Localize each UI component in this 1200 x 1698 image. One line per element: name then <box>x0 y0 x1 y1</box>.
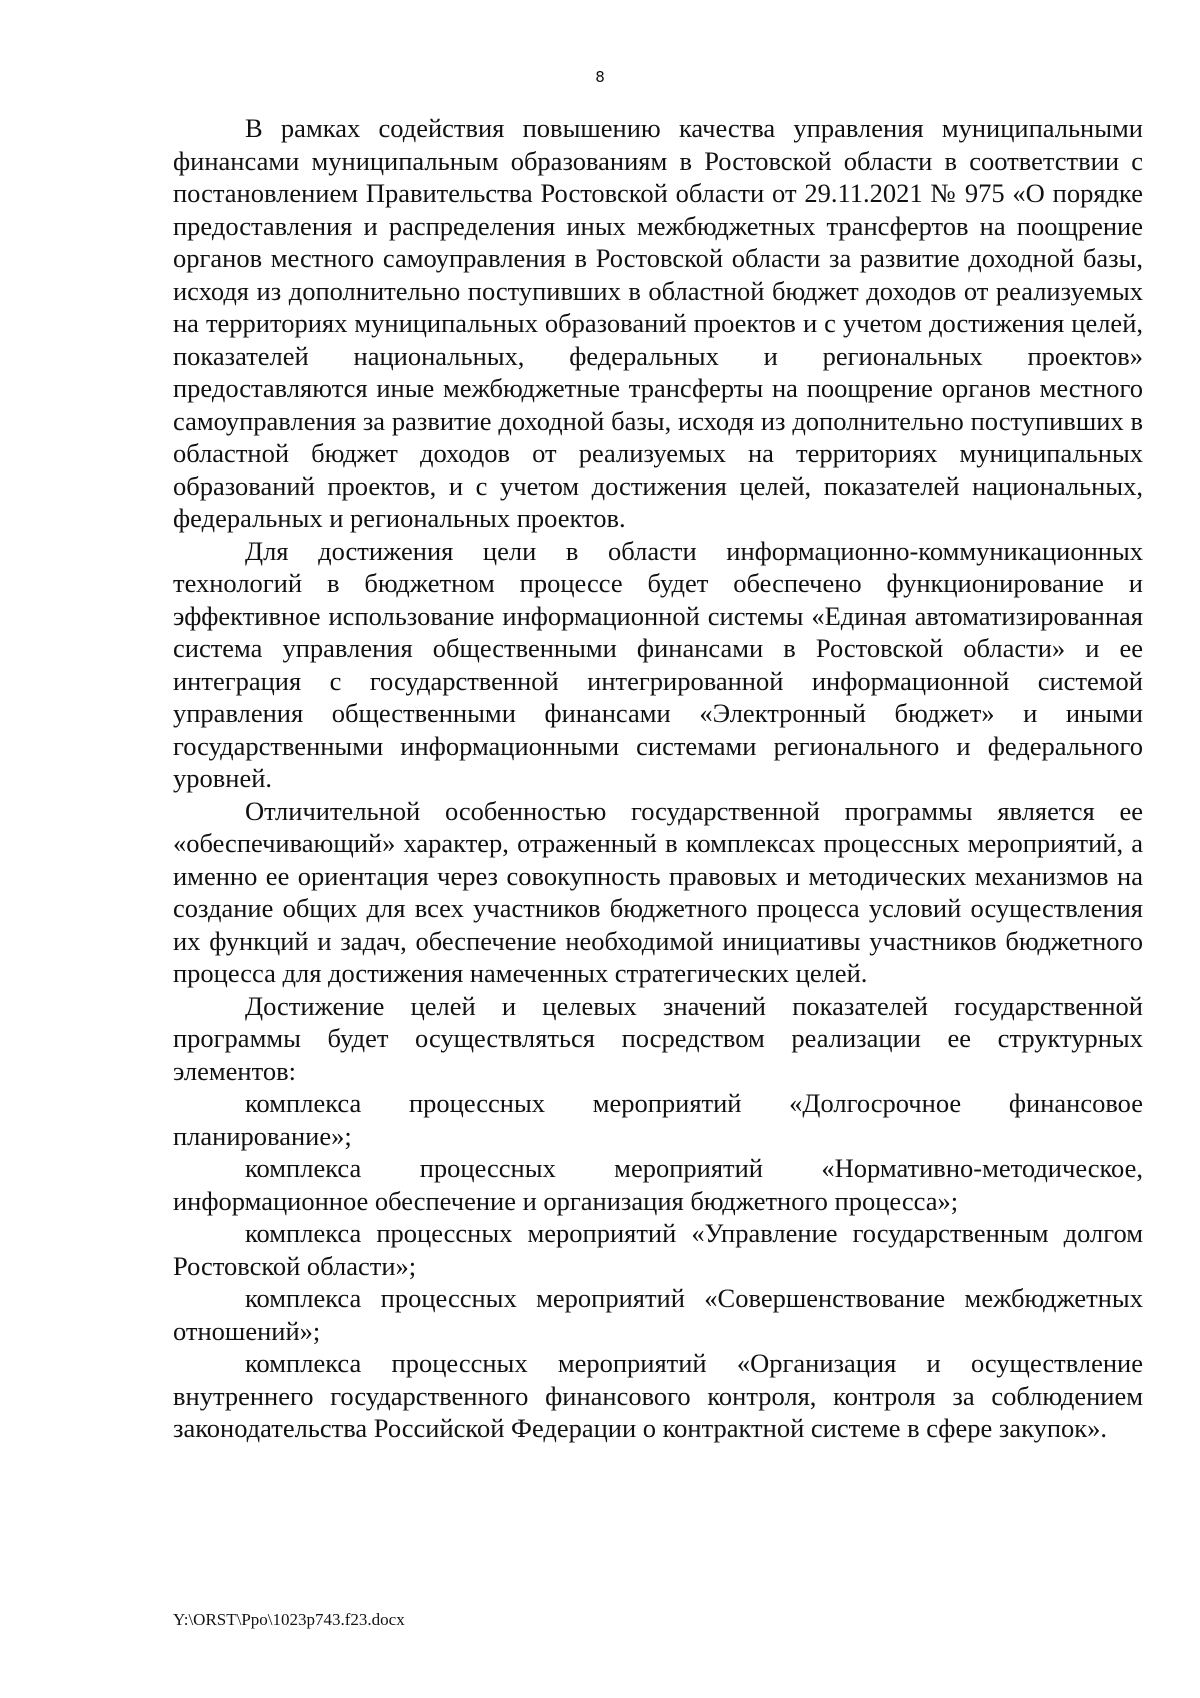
page-number: 8 <box>595 68 605 86</box>
list-item-2: комплекса процессных мероприятий «Нормативно-методическое, информационное обеспечение и организация бюджетного процесса»; <box>173 1153 1143 1216</box>
paragraph-1: В рамках содействия повышению качества управления муниципальными финансами муниципальным образованиям в Ростовской области в соответствии с постановлением Правительства Ростовской области от 29.11.2021 № 975 «О порядке предоставления и распределения иных межбюджетных трансфертов на поощрение органов местного самоуправления в Ростовской области за развитие доходной базы, исходя из дополнительно поступивших в областной бюджет доходов от реализуемых на территориях муниципальных образований проектов и с учетом достижения целей, показателей национальных, федеральных и региональных проектов» предоставляются иные межбюджетные трансферты на поощрение органов местного самоуправления за развитие доходной базы, исходя из дополнительно поступивших в областной бюджет доходов от реализуемых на территориях муниципальных образований проектов, и с учетом достижения целей, показателей национальных, федеральных и региональных проектов. <box>173 113 1143 533</box>
paragraph-4: Достижение целей и целевых значений показателей государственной программы будет осуществляться посредством реализации ее структурных элементов: <box>173 990 1143 1086</box>
list-item-1: комплекса процессных мероприятий «Долгосрочное финансовое планирование»; <box>173 1088 1143 1151</box>
list-item-3: комплекса процессных мероприятий «Управление государственным долгом Ростовской области»; <box>173 1218 1143 1281</box>
paragraph-2: Для достижения цели в области информационно-коммуникационных технологий в бюджетном процессе будет обеспечено функционирование и эффективное использование информационной системы «Единая автоматизированная система управления общественными финансами в Ростовской области» и ее интеграция с государственной интегрированной информационной системой управления общественными финансами «Электронный бюджет» и иными государственными информационными системами регионального и федерального уровней. <box>173 535 1143 793</box>
list-item-5: комплекса процессных мероприятий «Организация и осуществление внутреннего государственного финансового контроля, контроля за соблюдением законодательства Российской Федерации о контрактной системе в сфере закупок». <box>173 1348 1143 1443</box>
list-item-4: комплекса процессных мероприятий «Совершенствование межбюджетных отношений»; <box>173 1283 1143 1346</box>
document-body <box>173 112 1143 1445</box>
footer-file-path: Y:\ORST\Ppo\1023p743.f23.docx <box>173 1610 405 1629</box>
paragraph-3: Отличительной особенностью государственной программы является ее «обеспечивающий» характер, отраженный в комплексах процессных мероприятий, а именно ее ориентация через совокупность правовых и методических механизмов на создание общих для всех участников бюджетного процесса условий осуществления их функций и задач, обеспечение необходимой инициативы участников бюджетного процесса для достижения намеченных стратегических целей. <box>173 795 1143 988</box>
